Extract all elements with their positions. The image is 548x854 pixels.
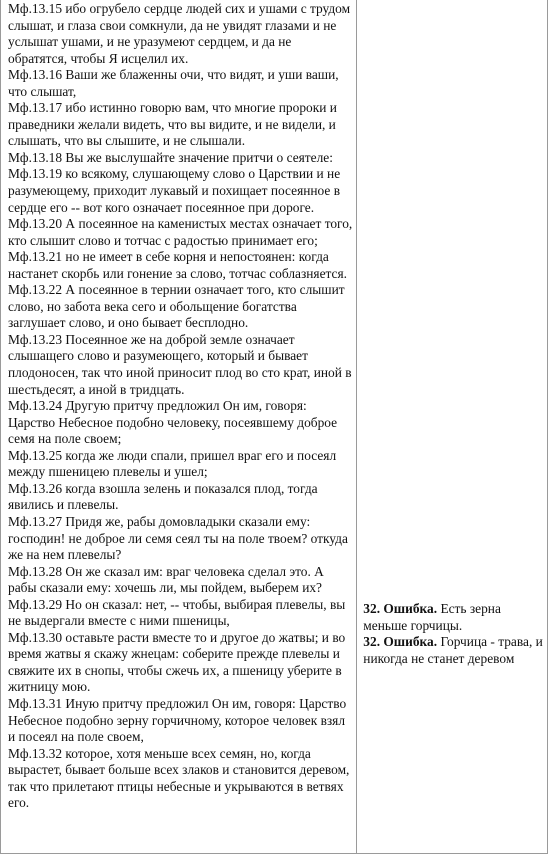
verse-ref: Мф.13.18 xyxy=(8,149,63,165)
verse-ref: Мф.13.17 xyxy=(8,100,63,116)
verse-ref: Мф.13.23 xyxy=(8,331,63,347)
verse-item xyxy=(8,332,352,398)
verse-text: Но он сказал: нет, -- чтобы, выбирая плевелы, вы не выдергали вместе с ними пшеницы, xyxy=(8,596,346,629)
verse-text: когда же люди спали, пришел враг его и посеял между пшеницею плевелы и ушел; xyxy=(8,447,337,480)
verse-ref: Мф.13.19 xyxy=(8,166,63,182)
verse-ref: Мф.13.15 xyxy=(8,1,63,16)
error-note xyxy=(363,601,543,634)
error-note-label: 32. Ошибка. xyxy=(363,634,438,649)
verse-text: Иную притчу предложил Он им, говоря: Царство Небесное подобно зерну горчичному, которое человек взял и посеял на поле своем, xyxy=(8,695,347,745)
verse-text: ко всякому, слушающему слово о Царствии и не разумеющему, приходит лукавый и похищает посеянное в сердце его -- вот кого означает посеянное при дороге. xyxy=(8,166,341,215)
verse-item xyxy=(8,100,352,150)
verse-text: А посеянное в тернии означает того, кто слышит слово, но забота века сего и обольщение богатства заглушает слово, и оно бывает бесплодно. xyxy=(8,282,345,331)
verse-item xyxy=(8,166,352,216)
verse-ref: Мф.13.31 xyxy=(8,695,63,711)
error-note-text: Есть зерна меньше горчицы. xyxy=(363,601,501,633)
table-row xyxy=(1,0,548,854)
verse-item xyxy=(8,481,352,514)
verse-item xyxy=(8,249,352,282)
verse-text: Ваши же блаженны очи, что видят, и уши ваши, что слышат, xyxy=(8,67,339,99)
verse-item xyxy=(8,1,352,67)
verse-ref: Мф.13.16 xyxy=(8,67,63,83)
verse-ref: Мф.13.29 xyxy=(8,596,63,612)
verse-item xyxy=(8,150,352,167)
error-note xyxy=(363,634,543,667)
commentary-cell xyxy=(357,0,548,854)
verse-item xyxy=(8,597,352,630)
verse-text: которое, хотя меньше всех семян, но, когда вырастет, бывает больше всех злаков и становится деревом, так что прилетают птицы небесные и укрываются в ветвях его. xyxy=(8,745,350,811)
verse-text: А посеянное на каменистых местах означает того, кто слышит слово и тотчас с радостью принимает его; xyxy=(8,216,353,248)
verse-ref: Мф.13.21 xyxy=(8,249,63,265)
verse-text: но не имеет в себе корня и непостоянен: когда настанет скорбь или гонение за слово, тотчас соблазняется. xyxy=(8,249,348,281)
verse-text: ибо истинно говорю вам, что многие пророки и праведники желали видеть, что вы видите, и не видели, и слышать, что вы слышите, и не слышали. xyxy=(8,100,337,149)
verse-text: оставьте расти вместе то и другое до жатвы; и во время жатвы я скажу жнецам: соберите прежде плевелы и свяжите их в снопы, чтобы сжечь их, а пшеницу уберите в житницу мою. xyxy=(8,629,346,695)
verse-text: Вы же выслушайте значение притчи о сеятеле: xyxy=(65,149,333,165)
verse-item xyxy=(8,282,352,332)
error-note-label: 32. Ошибка. xyxy=(363,601,438,616)
verse-item xyxy=(8,514,352,564)
verse-ref: Мф.13.27 xyxy=(8,513,63,529)
verse-ref: Мф.13.20 xyxy=(8,216,63,232)
verse-ref: Мф.13.32 xyxy=(8,745,63,761)
verse-item xyxy=(8,746,352,812)
verse-ref: Мф.13.28 xyxy=(8,563,63,579)
verse-text: Посеянное же на доброй земле означает слышащего слово и разумеющего, который и бывает плодоносен, так что иной приносит плод во сто крат, иной в шестьдесят, а иной в тридцать. xyxy=(8,331,352,397)
verse-item xyxy=(8,67,352,100)
verse-ref: Мф.13.22 xyxy=(8,282,63,298)
scripture-cell xyxy=(1,0,357,854)
verse-item xyxy=(8,448,352,481)
error-notes xyxy=(363,601,543,667)
verse-text: Другую притчу предложил Он им, говоря: Царство Небесное подобно человеку, посеявшему доброе семя на поле своем; xyxy=(8,398,338,447)
verse-text: ибо огрубело сердце людей сих и ушами с трудом слышат, и глаза свои сомкнули, да не увидят глазами и не услышат ушами, и не уразумеют сердцем, и да не обратятся, чтобы Я исцелил их. xyxy=(8,1,351,66)
verse-text: когда взошла зелень и показался плод, тогда явились и плевелы. xyxy=(8,480,318,513)
verse-ref: Мф.13.30 xyxy=(8,629,63,645)
error-note-text: Горчица - трава, и никогда не станет деревом xyxy=(363,634,543,666)
verse-ref: Мф.13.25 xyxy=(8,447,63,463)
verse-item xyxy=(8,216,352,249)
verse-item xyxy=(8,630,352,696)
verse-item xyxy=(8,696,352,746)
verse-item xyxy=(8,398,352,448)
verse-ref: Мф.13.24 xyxy=(8,398,63,414)
verse-ref: Мф.13.26 xyxy=(8,480,63,496)
verse-text: Он же сказал им: враг человека сделал это. А рабы сказали ему: хочешь ли, мы пойдем, выберем их? xyxy=(8,563,324,596)
verse-item xyxy=(8,564,352,597)
verse-text: Придя же, рабы домовладыки сказали ему: господин! не доброе ли семя сеял ты на поле твоем? откуда же на нем плевелы? xyxy=(8,513,348,563)
